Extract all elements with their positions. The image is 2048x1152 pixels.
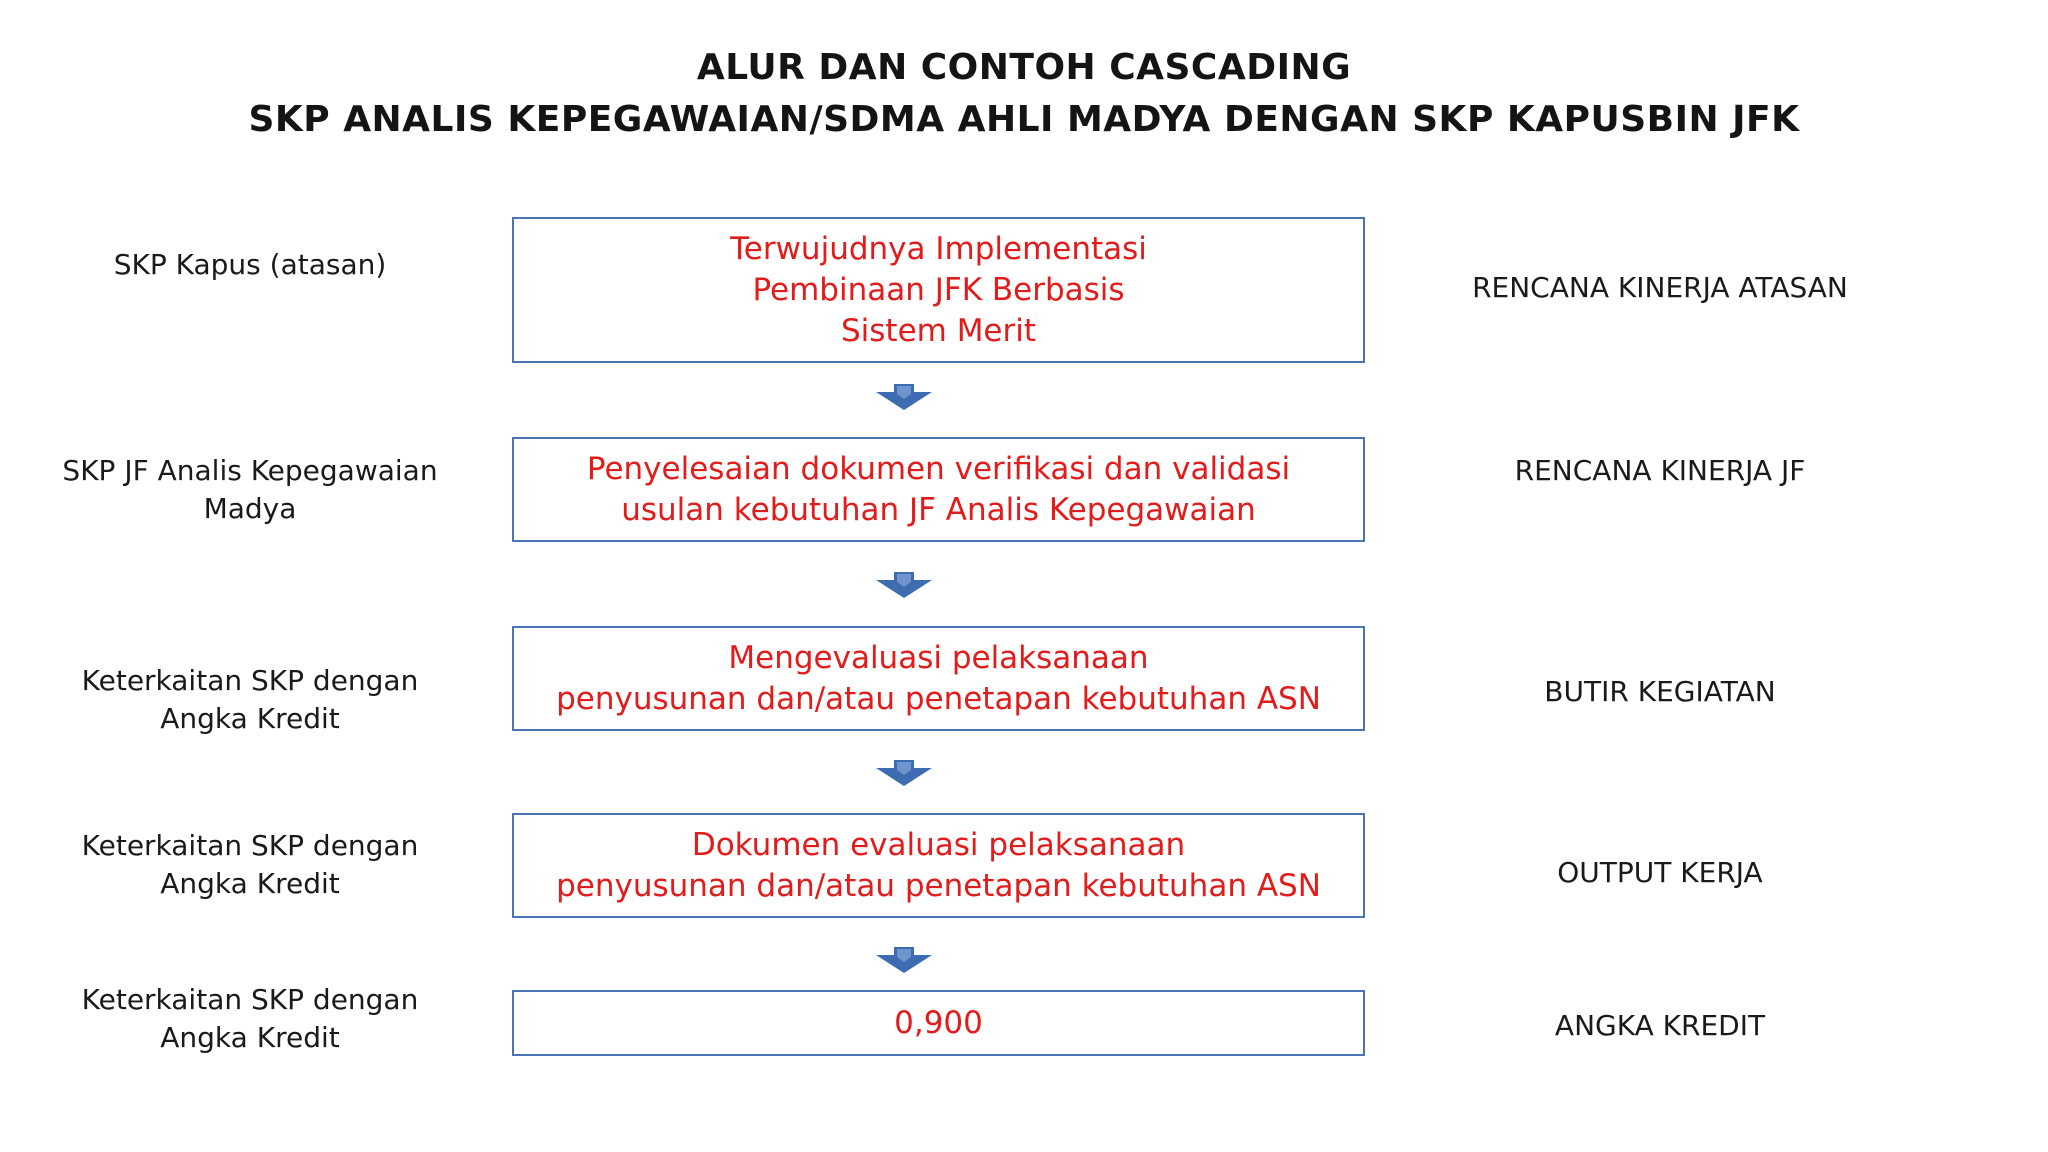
right-label-5: ANGKA KREDIT <box>1554 1009 1766 1042</box>
down-arrow-icon <box>876 760 932 786</box>
box-4-line-2: penyusunan dan/atau penetapan kebutuhan ASN <box>556 867 1321 904</box>
box-3-line-2: penyusunan dan/atau penetapan kebutuhan ASN <box>556 680 1321 717</box>
box-4-line-1: Dokumen evaluasi pelaksanaan <box>691 826 1186 863</box>
cascade-box-2 <box>512 437 1365 542</box>
left-label-3-line-1: Keterkaitan SKP dengan <box>81 664 419 697</box>
right-label-4: OUTPUT KERJA <box>1557 856 1763 889</box>
left-label-2-line-2: Madya <box>203 492 297 525</box>
box-1-line-1: Terwujudnya Implementasi <box>730 230 1147 267</box>
left-label-5-line-2: Angka Kredit <box>160 1021 340 1054</box>
box-2-line-1: Penyelesaian dokumen verifikasi dan validasi <box>586 450 1291 487</box>
down-arrow-icon <box>876 572 932 598</box>
down-arrow-icon <box>876 384 932 410</box>
left-label-2 <box>20 452 480 528</box>
title-line-2: SKP ANALIS KEPEGAWAIAN/SDMA AHLI MADYA DENGAN SKP KAPUSBIN JFK <box>248 99 1800 140</box>
left-label-5 <box>20 981 480 1057</box>
box-1-line-2: Pembinaan JFK Berbasis <box>752 271 1125 308</box>
box-2-line-2: usulan kebutuhan JF Analis Kepegawaian <box>621 491 1256 528</box>
left-label-3-line-2: Angka Kredit <box>160 702 340 735</box>
cascade-box-5 <box>512 990 1365 1056</box>
box-5-value: 0,900 <box>894 1004 983 1041</box>
right-label-3: BUTIR KEGIATAN <box>1544 675 1776 708</box>
left-label-1 <box>20 246 480 284</box>
box-3-line-1: Mengevaluasi pelaksanaan <box>728 639 1149 676</box>
left-label-4 <box>20 827 480 903</box>
cascade-box-3 <box>512 626 1365 731</box>
box-1-line-3: Sistem Merit <box>840 312 1037 349</box>
cascade-box-4 <box>512 813 1365 918</box>
left-label-4-line-2: Angka Kredit <box>160 867 340 900</box>
right-label-2: RENCANA KINERJA JF <box>1514 454 1806 487</box>
left-label-4-line-1: Keterkaitan SKP dengan <box>81 829 419 862</box>
left-label-2-line-1: SKP JF Analis Kepegawaian <box>62 454 438 487</box>
down-arrow-icon <box>876 947 932 973</box>
cascade-box-1 <box>512 217 1365 363</box>
left-label-5-line-1: Keterkaitan SKP dengan <box>81 983 419 1016</box>
left-label-1-line-1: SKP Kapus (atasan) <box>113 248 387 281</box>
title-line-1: ALUR DAN CONTOH CASCADING <box>696 47 1352 88</box>
diagram-title <box>0 42 2048 146</box>
right-label-1: RENCANA KINERJA ATASAN <box>1472 271 1848 304</box>
left-label-3 <box>20 662 480 738</box>
